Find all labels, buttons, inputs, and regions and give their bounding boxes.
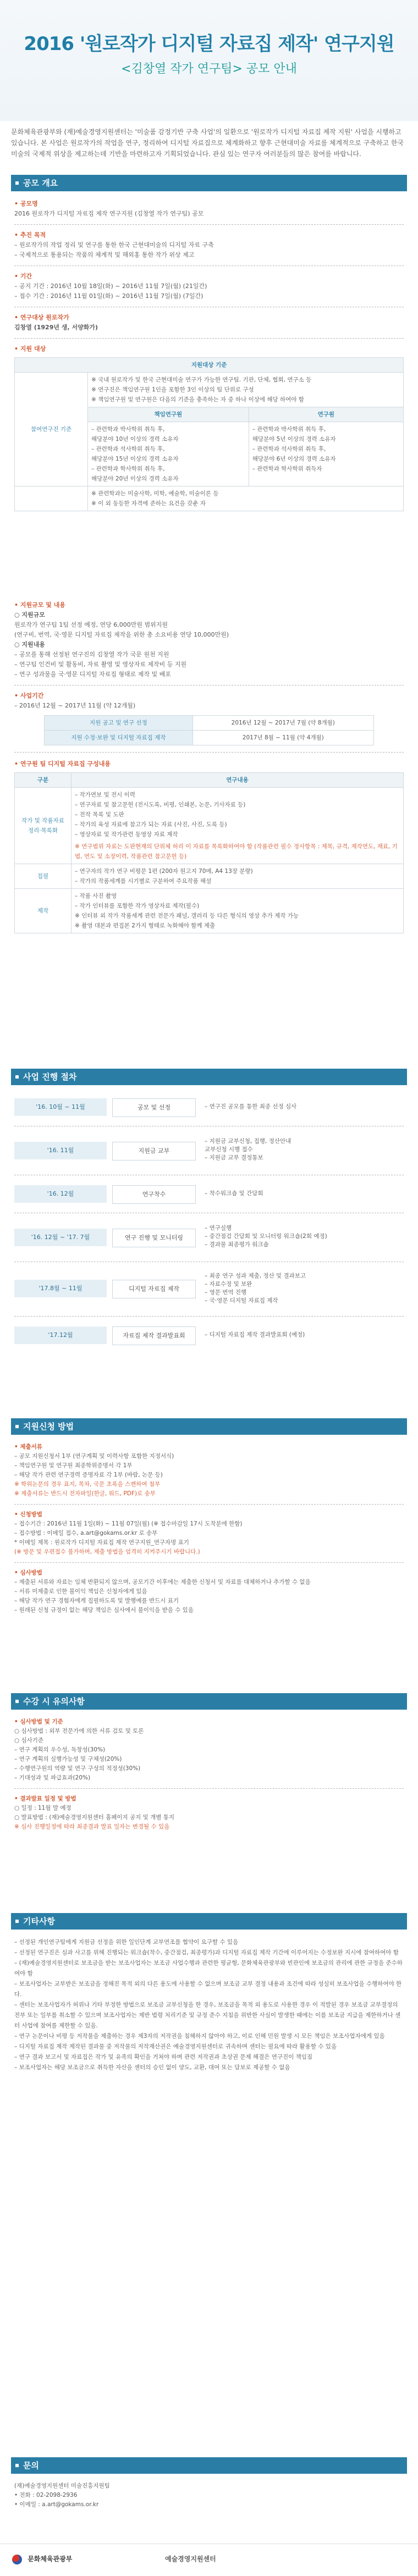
list-item: – 디지털 자료집 제작 제작된 결과물 중 저작물의 저작재산권은 예술경영지원센터로 귀속하며 센터는 필요에 따라 활용할 수 있음: [14, 2043, 337, 2050]
gokams-logo: [165, 2554, 216, 2563]
list-item: – 작가의 육성 자료에 참고가 되는 자료 (사진, 사진, 도록 등): [75, 821, 227, 828]
value: – 연구 성과물을 국·영문 디지털 자료집 형태로 제작 및 배포: [14, 671, 171, 678]
list-item: ※ 인터뷰 외 작가 작품세계 관련 전문가 패널, 갤러리 등 다른 형식의 영상 추가 제작 가능: [75, 913, 299, 919]
value: 원로작가 연구팀 1팀 선정 예정, 연당 6,000만원 범위지원: [14, 621, 168, 628]
list-item: – 보조사업자는 해당 보조금으로 취득한 자산을 센터의 승인 없이 양도, 교환, 대여 또는 담보로 제공할 수 없음: [14, 2064, 290, 2071]
section-heading: 사업 진행 절차: [11, 1069, 407, 1085]
label: • 연구대상 원로작가: [14, 314, 69, 321]
contact-line[interactable]: • 이메일 : a.art@gokams.or.kr: [14, 2501, 99, 2508]
list-item: – 연구 계획의 우수성, 독창성(30%): [14, 1746, 106, 1753]
overview-body: [14, 199, 404, 511]
detail-line: – 착수워크숍 및 간담회: [205, 1190, 263, 1197]
contact-line: • 전화 : 02-2098-2936: [14, 2492, 78, 2498]
timeline-date: '17.12월: [14, 1326, 107, 1344]
logo-text: 문화체육관광부: [28, 2555, 73, 2563]
list-item: – 해당 작가 연구 경험자에게 집필하도록 및 발행예를 반드시 표기: [14, 1597, 179, 1604]
timeline-date: '16. 10월 ~ 11월: [14, 1098, 107, 1116]
list-item: – 관련학과 박사학위 취득 후,: [91, 426, 165, 433]
contact-line: (재)예술경영지원센터 미술진흥지원팀: [14, 2483, 110, 2489]
row-label: 참여연구진 기준: [15, 373, 88, 487]
value: – 접수 기간 : 2016년 11월 01일(화) ~ 2016년 11월 7일(월) (7일간): [14, 292, 204, 300]
list-item: 해당분야 5년 이상의 경력 소유자: [252, 436, 336, 443]
list-item: – 관련학과 학사학위 취득 후,: [91, 466, 165, 472]
col-header: 책임연구원: [88, 407, 249, 422]
label: • 심사방법: [14, 1569, 42, 1576]
label: • 지원규모 및 내용: [14, 601, 65, 609]
list-item: – 연구자의 작가 연구 비평문 1편 (200자 원고지 70매, A4 13장 분량): [75, 868, 253, 875]
list-item: – 연구 논문이나 비평 등 저작물을 제출하는 경우 제3자의 저작권을 침해하지 않아야 하고, 이로 인해 민원 발생 시 모든 책임은 보조사업자에게 있음: [14, 2033, 385, 2039]
list-item: – 해당 작가 관련 연구경력 증명자료 각 1부 (바람, 논문 등): [14, 1472, 163, 1478]
taegeuk-icon: [12, 2555, 22, 2564]
criterion: ※ 연구진은 책임연구원 1인을 포함한 3인 이상의 팀 단위로 구성: [91, 386, 254, 393]
timeline-step: 연구착수: [112, 1185, 196, 1204]
section-heading: 지원신청 방법: [11, 1418, 407, 1435]
list-item: ○ 발표방법 : (재)예술경영지원센터 홈페이지 공지 및 개별 통지: [14, 1814, 175, 1821]
criterion: ※ 책임연구원 및 연구원은 다음의 기준을 충족하는 자 중 하나 이상에 해당 하여야 함: [91, 396, 304, 403]
detail-line: – 최종 연구 성과 제출, 정산 및 결과보고: [205, 1273, 306, 1279]
detail-line: – 결과물 최종평가 워크숍: [205, 1241, 269, 1248]
timeline-row: [14, 1095, 404, 1119]
timeline-step: 연구 진행 및 모니터링: [112, 1229, 196, 1247]
list-item: – 관련학과 학사학위 취득자: [252, 466, 322, 472]
list-item: – 책임연구원 및 연구원 최종학위증명서 각 1부: [14, 1462, 133, 1469]
timeline-detail: [205, 1137, 404, 1162]
list-item: 해당분야 10년 이상의 경력 소유자: [91, 436, 179, 443]
intro-paragraph: 문화체육관광부와 (재)예술경영지원센터는 '미술품 감정기반 구축 사업'의 일환으로 '원로작가 디지털 자료집 제작 지원' 사업을 시행하고 있습니다. 본 사업은 원로작가의 작업을 연구, 정리하여 디지털 자료집으로 체계화하고 향후 근현대미술 자료를 체계적으로 구축하고 한국미술의 국제적 위상을 제고하는데 기반을 마련하고자 기획되었습니다. 관심 있는 연구자 여러분들의 많은 참여를 바랍니다.: [11, 128, 404, 158]
detail-line: 교부신청 시행 접수: [205, 1146, 253, 1153]
timeline-detail: [205, 1224, 404, 1249]
detail-line: – 자료수정 및 보완: [205, 1281, 252, 1287]
timeline-row: [14, 1269, 404, 1309]
list-item: – 전작 목록 및 도판: [75, 811, 124, 818]
note: ※ 이 외 동등한 자격에 준하는 요건을 갖춘 자: [91, 500, 206, 507]
timeline-step: 자료집 제작 결과발표회: [112, 1326, 196, 1345]
list-item: ○ 일정 : 11월 말 예정: [14, 1805, 72, 1811]
label: • 연구원 팀 디지털 자료집 구성내용: [14, 760, 111, 767]
col-header: 연구원: [249, 407, 403, 422]
timeline-row: [14, 1133, 404, 1168]
row-label: 집필: [15, 864, 72, 889]
cell: 2016년 12월 ~ 2017년 7월 (약 8개월): [193, 716, 373, 731]
list-item: – 연구자료 및 참고문헌 (전시도록, 비평, 인쇄본, 논문, 기사자료 등): [75, 801, 246, 808]
cell: 지원 공고 및 연구 선정: [45, 716, 193, 731]
timeline-detail: [205, 1103, 404, 1111]
list-item: – 작가 인터뷰를 포함한 작가 영상자료 제작(필수): [75, 903, 200, 909]
timeline-detail: [205, 1190, 404, 1198]
label: • 신청방법: [14, 1511, 42, 1518]
list-item: – 서류 미제출로 인한 불이익 책임은 신청자에게 있음: [14, 1588, 147, 1595]
label: • 공모명: [14, 200, 38, 207]
list-item: – 접수방법 : 이메일 접수, a.art@gokams.or.kr 로 송부: [14, 1530, 158, 1536]
criterion: ※ 국내 원로작가 및 한국 근현대미술 연구가 가능한 연구팀. 기관, 단체, 협회, 연구소 등: [91, 377, 312, 383]
other-body: [14, 1937, 404, 2073]
list-item: – 관련학과 석사학위 취득 후,: [91, 446, 165, 452]
col-header: 연구내용: [72, 773, 404, 788]
timeline: [0, 1095, 418, 1347]
section-contact: [0, 2457, 418, 2509]
apply-body: [14, 1442, 404, 1615]
list-item: – 연구 계획의 실행가능성 및 구체성(20%): [14, 1756, 122, 1762]
table-header: 지원대상 기준: [15, 358, 404, 373]
timeline-row: [14, 1323, 404, 1347]
page-subtitle: <김창열 작가 연구팀> 공모 안내: [121, 62, 297, 76]
list-item: – 선정된 연구진은 심과 사고를 위해 진행되는 워크숍(착수, 중간점검, 최종평가)과 디지털 자료집 제작 기간에 이루어지는 수정보완 지시에 참여하여야 함: [14, 1949, 399, 1956]
list-item: ※ 제출서류는 반드시 전자파일(한글, 워드, PDF)로 송부: [14, 1490, 156, 1497]
section-procedure: [0, 1069, 418, 1353]
page-title: 2016 '원로작가 디지털 자료집 제작' 연구지원: [24, 33, 394, 55]
list-item: – 연구 결과 보고서 및 자료집은 작가 및 유족의 확인을 거쳐야 하며 관련 저작권과 초상권 문제 해결은 연구진이 책임짐: [14, 2054, 313, 2060]
section-apply: [0, 1418, 418, 1615]
section-overview: [0, 175, 418, 511]
list-item: (※ 방문 및 우편접수 불가하며, 제출 방법을 엄격히 지켜주시기 바랍니다.): [14, 1549, 200, 1555]
section-heading: 공모 개요: [11, 175, 407, 191]
detail-line: – 국·영문 디지털 자료집 제작: [205, 1297, 278, 1304]
list-item: – 기대성과 및 파급효과(20%): [14, 1775, 91, 1781]
timeline-step: 디지털 자료집 제작: [112, 1280, 196, 1298]
label: ○ 지원규모: [14, 611, 45, 618]
section-review: [0, 1693, 418, 1832]
value: – 공모를 통해 선정된 연구진의 김창열 작가 국문 원천 지원: [14, 651, 169, 658]
label: • 결과발표 일정 및 방법: [14, 1795, 76, 1802]
value: – 연구팀 인건비 및 활동비, 자료 촬영 및 영상자료 제작비 등 지원: [14, 661, 187, 668]
timeline-date: '16. 11월: [14, 1142, 107, 1159]
hero-banner: [0, 0, 418, 121]
contact-body: [14, 2481, 404, 2509]
value: (연구비, 번역, 국·영문 디지털 자료집 제작을 위한 총 소요비용 연당 10,000만원): [14, 631, 229, 638]
timeline-detail: [205, 1331, 404, 1339]
timeline-date: '17.8월 ~ 11월: [14, 1280, 107, 1297]
timeline-row: [14, 1220, 404, 1255]
list-item: – 영상자료 및 작가관련 동영상 자료 제작: [75, 831, 178, 838]
list-item: – 제출된 서류와 자료는 임체 반환되지 않으며, 공모기간 이후에는 제출한 신청서 및 자료를 대체하거나 추가할 수 없음: [14, 1579, 311, 1585]
list-item: ※ 학위논문의 경우 표지, 목차, 국문 초록을 스캔하여 첨부: [14, 1481, 161, 1488]
list-item: ○ 심사기준: [14, 1737, 44, 1744]
logo-text: 예술경영지원센터: [165, 2555, 216, 2563]
list-item: – 접수기간 : 2016년 11월 1일(화) ~ 11월 07일(월) (※ 접수마감일 17시 도착분에 한함): [14, 1521, 243, 1527]
list-item: 해당분야 20년 이상의 경력 소유자: [91, 476, 179, 482]
footer: [0, 2544, 418, 2576]
label: • 심사방법 및 기준: [14, 1718, 63, 1725]
list-item: – 관련학과 석사학위 취득 후,: [252, 446, 326, 452]
list-item: ○ 심사방법 : 외부 전문가에 의한 서류 검토 및 토론: [14, 1728, 144, 1734]
detail-line: – 중간점검 간담회 및 모니터링 워크숍(2회 예정): [205, 1233, 327, 1240]
section-heading: 문의: [11, 2457, 407, 2474]
detail-line: – 연구실행: [205, 1225, 232, 1231]
label: • 추진 목적: [14, 231, 46, 239]
detail-line: – 지원금 교부 결정통보: [205, 1154, 263, 1161]
row-label: 제작: [15, 889, 72, 933]
label: • 사업기간: [14, 692, 44, 699]
value: – 2016년 12월 ~ 2017년 11월 (약 12개월): [14, 702, 136, 709]
label: ○ 지원내용: [14, 641, 45, 648]
cell: 2017년 8월 ~ 11월 (약 4개월): [193, 731, 373, 745]
scale-body: [14, 600, 404, 933]
mcst-logo: [12, 2554, 72, 2564]
list-item: – 작가연보 및 전시 이력: [75, 792, 135, 798]
timeline-detail: [205, 1272, 404, 1305]
list-item: – 공모 지원신청서 1부 (연구계획 및 이력사항 포함한 지정서식): [14, 1453, 174, 1460]
value: 김창열 (1929년 생, 서양화가): [14, 324, 98, 331]
detail-line: – 영문 번역 진행: [205, 1289, 247, 1296]
note: ※ 연구범위 자료는 도판현재의 단위체 허리 이 자료를 목록화하여야 함 (작품관련 필수 정사항목 : 제목, 규격, 제작연도, 재료, 기법, 연도 및 소장이력, 작품관련 참고문헌 등): [75, 843, 398, 860]
timeline-date: '16. 12월 ~ '17. 7월: [14, 1229, 107, 1246]
list-item: * 이메일 제목 : 원로작가 디지털 자료집 제작 연구지원_연구자명 표기: [14, 1539, 189, 1546]
list-item: – 작품 사진 촬영: [75, 893, 117, 899]
detail-line: – 디지털 자료집 제작 결과발표회 (예정): [205, 1331, 305, 1338]
section-other: [0, 1913, 418, 2073]
detail-line: – 연구진 공모를 통한 최종 선정 심사: [205, 1103, 297, 1110]
criteria-table: [14, 357, 404, 511]
review-body: [14, 1717, 404, 1832]
value: – 원로작가의 작업 정리 및 연구를 통한 한국 근현대미술의 디지털 자료 구축: [14, 241, 214, 248]
section-heading: 기타사항: [11, 1913, 407, 1930]
cell: 지원 수정·보완 및 디지털 자료집 제작: [45, 731, 193, 745]
list-item: – 보조사업자는 교부받은 보조금을 정해진 목적 외의 다른 용도에 사용할 수 없으며 보조금 교부 결정 내용과 조건에 따라 성실히 보조사업을 수행하여야 한다.: [14, 1981, 402, 1998]
section-scale: [0, 593, 418, 933]
list-item: – 원래된 신청 규정이 없는 해당 책임은 심사에서 불이익을 받을 수 있음: [14, 1607, 194, 1613]
timeline-step: 공모 및 선정: [112, 1098, 196, 1117]
list-item: – 관련학과 박사학위 취득 후,: [252, 426, 326, 433]
content-table: [14, 772, 404, 933]
list-item: – 센터는 보조사업자가 허위나 기타 부정한 방법으로 보조금 교부신청을 한 경우, 보조금을 목적 외 용도로 사용한 경우 이 적발된 경우 보조금 교부결정의 전부 또는 일부를 취소할 수 있으며 보조사업자는 제반 법령 처리기준 및 규정 준수 지침을 위반한 사실이 발생한 때에는 이를 보조금 지급을 제한하거나 센터 사업에 참여를 제한할 수 있음.: [14, 2002, 401, 2029]
note: ※ 관련학과는 미술사학, 미학, 예술학, 미술이론 등: [91, 490, 219, 497]
timeline-step: 지원금 교부: [112, 1142, 196, 1160]
period-table: [44, 715, 374, 745]
label: • 기간: [14, 273, 32, 280]
list-item: – 선정된 개인연구팀에게 지원금 선정을 위한 일인단계 교부연조를 협약이 요구할 수 있음: [14, 1939, 239, 1945]
list-item: 해당분야 6년 이상의 경력 소유자: [252, 456, 336, 462]
list-item: ※ 촬영 대본과 편집본 2가지 형태로 녹화해야 함께 제출: [75, 922, 216, 929]
timeline-date: '16. 12월: [14, 1185, 107, 1203]
detail-line: – 지원금 교부신청, 집행, 정산안내: [205, 1138, 292, 1145]
list-item: – (재)예술경영지원센터로 보조금을 받는 보조사업자는 보조금 사업수행과 관련한 평균형, 문화체육관광부와 빈관인에 보조금의 관리에 관한 규정을 준수하여야 함: [14, 1960, 403, 1977]
list-item: – 수행연구원의 역량 및 연구 구성의 적정성(30%): [14, 1765, 141, 1772]
list-item: – 작가의 작품세계를 시기별로 구분하여 주요작품 해설: [75, 878, 212, 885]
list-item: ※ 심사 진행일정에 따라 최종결과 발표 일자는 변경될 수 있음: [14, 1823, 170, 1830]
label: • 지원 대상: [14, 345, 46, 352]
timeline-row: [14, 1182, 404, 1206]
list-item: 해당분야 15년 이상의 경력 소유자: [91, 456, 179, 462]
label: • 제출서류: [14, 1444, 42, 1450]
row-label: 작가 및 작품자료 정리·목록화: [15, 788, 72, 864]
value: 2016 원로작가 디지털 자료집 제작 연구지원 (김창열 작가 연구팀) 공모: [14, 210, 204, 217]
value: – 공지 기간 : 2016년 10월 18일(화) ~ 2016년 11월 7일(월) (21일간): [14, 283, 207, 290]
section-heading: 수강 시 유의사항: [11, 1693, 407, 1710]
col-header: 구분: [15, 773, 72, 788]
value: – 국제적으로 통용되는 작품의 체계적 및 해외홍 통한 작가 위상 제고: [14, 251, 195, 258]
